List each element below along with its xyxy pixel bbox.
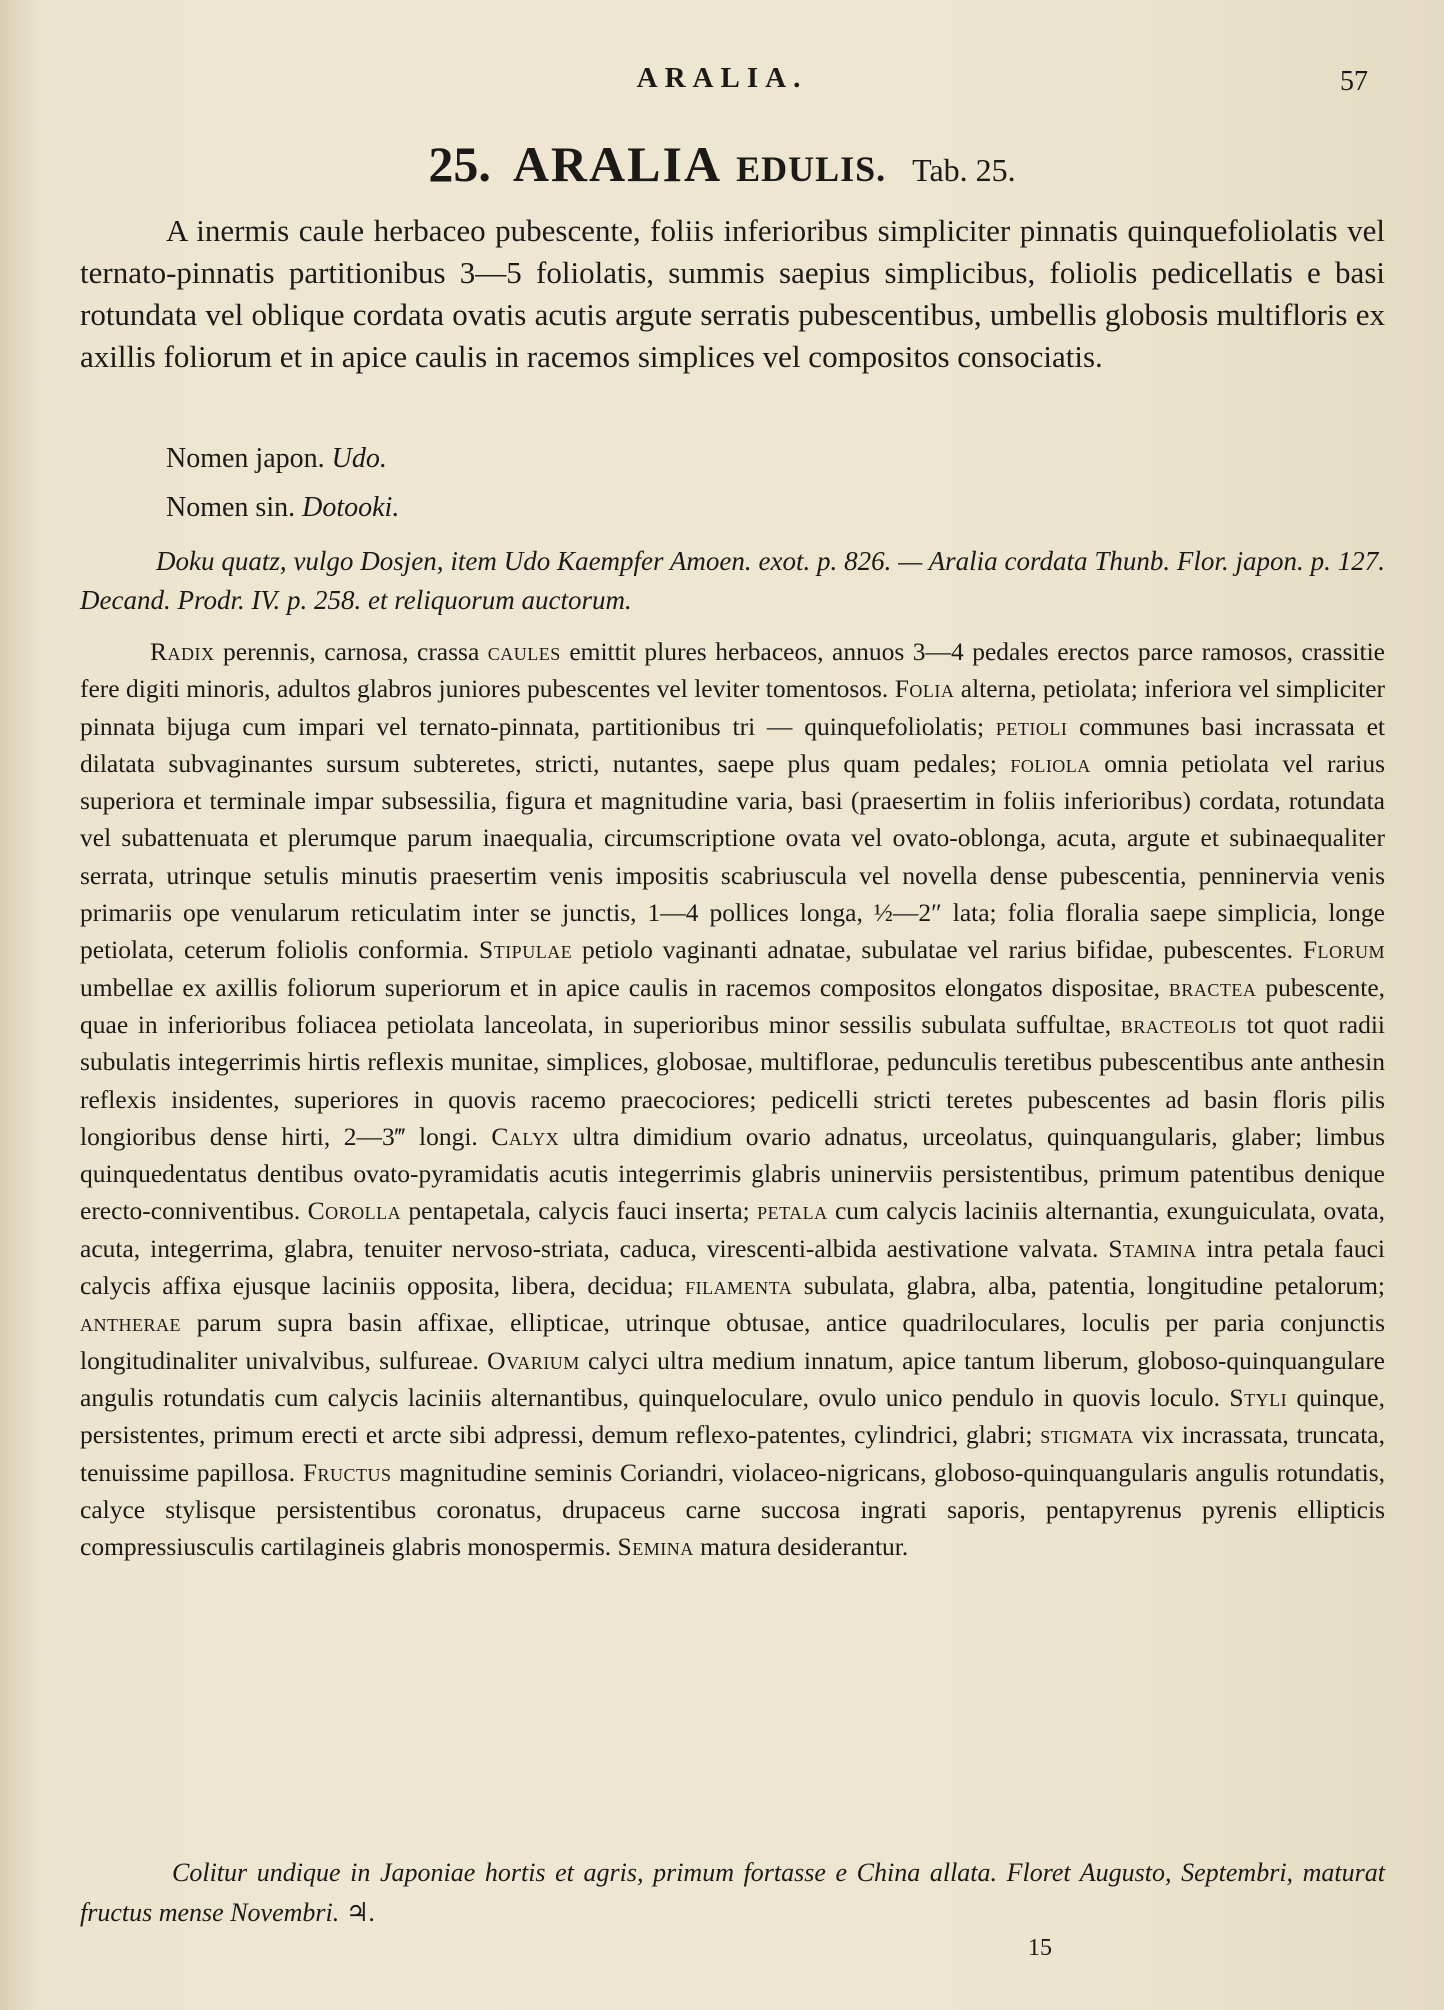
description-paragraph	[80, 633, 1385, 1565]
text-calyx: ultra dimidium ovario adnatus, urceolatus, quinquangularis, glaber; limbus quinquedentatus dentibus ovato-pyramidatis acutis integerrimis glabris uninerviis persistentibus, primum patentibus denique erecto-conniventibus.	[80, 1121, 1386, 1226]
text-corolla: pentapetala, calycis fauci inserta;	[408, 1196, 750, 1226]
text-styli: quinque, persistentes, primum erecti et arcte sibi adpressi, demum reflexo-patentes, cylindrici, glabri;	[80, 1382, 1385, 1450]
term-bractea: bractea	[1168, 972, 1257, 1002]
japanese-name-value: Udo.	[331, 443, 387, 474]
text-semina: matura desiderantur.	[700, 1532, 909, 1562]
text-petala: cum calycis laciniis alternantia, exunguiculata, ovata, acuta, integerrima, glabra, tenuiter nervoso-striata, caduca, virescenti-albida aestivatione valvata.	[80, 1196, 1386, 1263]
plate-reference: Tab. 25.	[912, 152, 1016, 188]
text-ovarium: calyci ultra medium innatum, apice tantum liberum, globoso-quinquangulare angulis rotundatis cum calycis laciniis alternantibus, quinqueloculare, ovulo unico pendulo in quovis loculo.	[80, 1345, 1386, 1412]
diagnosis-paragraph: A inermis caule herbaceo pubescente, foliis inferioribus simpliciter pinnatis quinquefoliolatis vel ternato-pinnatis partitionibus 3—5 foliolatis, summis saepius simplicibus, foliolis pedicellatis e basi rotundata vel oblique cordata ovatis acutis argute serratis pubescentibus, umbellis globosis multifloris ex axillis foliorum et in apice caulis in racemos simplices vel compositos consociatis.	[80, 213, 1385, 374]
species-epithet: EDULIS.	[736, 149, 887, 189]
text-bractea: pubescente, quae in inferioribus foliacea petiolata lanceolata, in superioribus minor sessilis subulata suffultae,	[80, 972, 1386, 1039]
chinese-name-line	[166, 492, 399, 524]
term-radix: Radix	[150, 637, 215, 666]
term-petala: petala	[757, 1196, 828, 1226]
text-folia: alterna, petiolata; inferiora vel simpliciter pinnata bijuga cum impari vel ternato-pinnata, partitionibus tri — quinquefoliolatis;	[80, 674, 1386, 741]
term-folia: Folia	[894, 674, 955, 704]
term-calyx: Calyx	[491, 1121, 560, 1151]
text-stigmata: vix incrassata, truncata, tenuissime papillosa.	[80, 1420, 1385, 1487]
running-title: ARALIA.	[636, 62, 808, 94]
term-petioli: petioli	[995, 711, 1068, 741]
chinese-name-label: Nomen sin.	[166, 492, 296, 523]
species-title	[0, 135, 1444, 193]
term-stigmata: stigmata	[1040, 1420, 1134, 1450]
habitat-paragraph: Colitur undique in Japoniae hortis et agris, primum fortasse e China allata. Floret Augusto, Septembri, maturat fructus mense Novembri. ♃.	[80, 1858, 1385, 1927]
chinese-name-value: Dotooki.	[302, 492, 400, 523]
term-florum: Florum	[1302, 935, 1386, 965]
text-petioli: communes basi incrassata et dilatata subvaginantes sursum subteretes, stricti, nutantes, saepe plus quam pedales;	[80, 711, 1385, 778]
text-florum: umbellae ex axillis foliorum superiorum et in apice caulis in racemos compositos elongatos dispositae,	[80, 972, 1160, 1002]
genus-name: ARALIA	[512, 136, 723, 192]
term-corolla: Corolla	[307, 1196, 402, 1226]
term-semina: Semina	[617, 1532, 694, 1562]
text-filamenta: subulata, glabra, alba, patentia, longitudine petalorum;	[803, 1271, 1386, 1301]
term-bracteolis: bracteolis	[1120, 1009, 1237, 1039]
term-filamenta: filamenta	[685, 1271, 793, 1301]
japanese-name-label: Nomen japon.	[166, 443, 325, 474]
term-foliola: foliola	[1010, 748, 1091, 778]
japanese-name-line	[166, 443, 387, 475]
term-antherae: antherae	[80, 1308, 181, 1338]
synonymy-paragraph: Doku quatz, vulgo Dosjen, item Udo Kaempfer Amoen. exot. p. 826. — Aralia cordata Thunb. Flor. japon. p. 127. Decand. Prodr. IV. p. 258. et reliquorum auctorum.	[80, 546, 1385, 615]
term-stipulae: Stipulae	[479, 935, 573, 965]
text-caules: emittit plures herbaceos, annuos 3—4 pedales erectos parce ramosos, crassitie fere digiti minoris, adultos glabros juniores pubescentes vel leviter tomentosos.	[80, 637, 1385, 704]
page-number: 57	[1340, 66, 1368, 97]
term-ovarium: Ovarium	[487, 1345, 580, 1375]
text-radix: perennis, carnosa, crassa	[223, 637, 480, 666]
term-fructus: Fructus	[302, 1457, 392, 1487]
term-caules: caules	[487, 637, 561, 666]
text-stipulae: petiolo vaginanti adnatae, subulatae vel rarius bifidae, pubescentes.	[582, 935, 1293, 965]
text-antherae: parum supra basin affixae, ellipticae, utrinque obtusae, antice quadriloculares, loculis per paria conjunctis longitudinaliter univalvibus, sulfureae.	[80, 1308, 1385, 1375]
text-fructus: magnitudine seminis Coriandri, violaceo-nigricans, globoso-quinquangularis angulis rotundatis, calyce stylisque persistentibus coronatus, drupaceus carne succosa ingrati saporis, pentapyrenus pyrenis ellipticis compressiusculis cartilagineis glabris monospermis.	[80, 1457, 1386, 1562]
text-stamina: intra petala fauci calycis affixa ejusque laciniis opposita, libera, decidua;	[80, 1233, 1385, 1301]
text-foliola: omnia petiolata vel rarius superiora et terminale impar subsessilia, figura et magnitudine varia, basi (praesertim in foliis inferioribus) cordata, rotundata vel subattenuata et plerumque parum inaequalia, circumscriptione ovata vel ovato-oblonga, acuta, argute et subinaequaliter serrata, utrinque setulis minutis praesertim venis impositis scabriuscula vel novella dense pubescentia, penninervia venis primariis ope venularum reticulatim inter se junctis, 1—4 pollices longa, ½—2″ lata; folia floralia saepe simplicia, longe petiolata, ceterum foliolis conformia.	[80, 748, 1386, 965]
species-number: 25.	[428, 136, 491, 192]
printer-signature: 15	[1028, 1935, 1052, 1961]
text-bracteolis: tot quot radii subulatis integerrimis hirtis reflexis munitae, simplices, globosae, multiflorae, pedunculis teretibus pubescentibus ante anthesin reflexis insidentes, superiores in quovis racemo praecociores; pedicelli stricti teretes pubescentes ad basin floris pilis longioribus dense hirti, 2—3‴ longi.	[80, 1009, 1386, 1151]
term-stamina: Stamina	[1108, 1233, 1197, 1263]
term-styli: Styli	[1229, 1382, 1288, 1412]
